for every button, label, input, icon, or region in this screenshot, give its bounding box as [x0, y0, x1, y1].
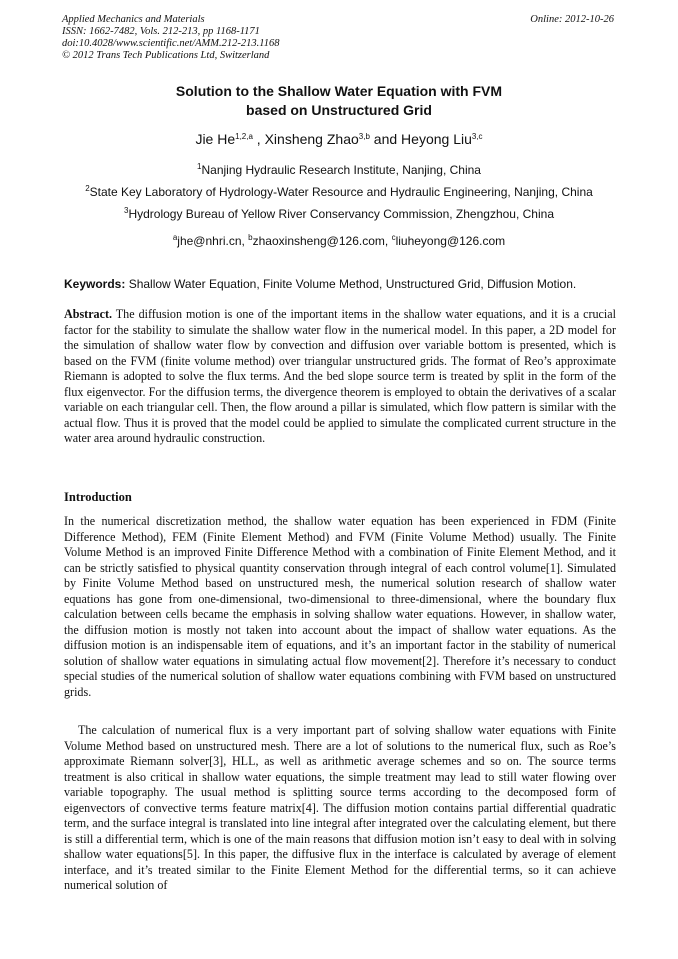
- author-separator: ,: [252, 131, 265, 147]
- affiliation-2: [0, 185, 678, 199]
- author-name: Heyong Liu: [401, 131, 472, 147]
- affiliation-text: Nanjing Hydraulic Research Institute, Nanjing, China: [201, 163, 481, 177]
- author-separator: and: [369, 131, 402, 147]
- author-name: Xinsheng Zhao: [264, 131, 359, 147]
- issn-line: ISSN: 1662-7482, Vols. 212-213, pp 1168-1171: [62, 26, 260, 37]
- email-list: [0, 234, 678, 248]
- affiliation-1: [0, 163, 678, 177]
- affiliation-superscript: 2: [85, 184, 90, 193]
- email-superscript: b: [248, 233, 253, 242]
- abstract-label: Abstract.: [64, 307, 113, 321]
- author-superscript: 1,2,a: [235, 132, 253, 141]
- intro-paragraph-2: The calculation of numerical flux is a very important part of solving shallow water equations with Finite Volume Method based on unstructured mesh. There are a lot of solutions to the numerical flux, such as Roe’s approximate Riemann solver[3], HLL, as well as arithmetic average schemes and so on. The source terms treatment is also critical in shallow water equations, the simple treatment may lead to still water flowing over variable topography. The usual method is splitting source terms according to the decomposed form of eigenvectors of convective terms feature matrix[4]. The diffusion motion contains partial differential quadratic term, and the surface integral is translated into line integral after integrated over the calculating element, but there is still a differential term, which is one of the main reasons that diffusion motion isn’t easy to deal with in solving shallow water equations[5]. In this paper, the diffusive flux in the interface is calculated by average of element interface, and it’s treated similar to the Finite Element Method for the differential terms, so it can achieve numerical solution of: [64, 723, 616, 892]
- journal-name: Applied Mechanics and Materials: [62, 14, 205, 25]
- doi-line: doi:10.4028/www.scientific.net/AMM.212-213.1168: [62, 38, 280, 49]
- author-name: Jie He: [195, 131, 236, 147]
- online-date: Online: 2012-10-26: [530, 14, 614, 25]
- author-superscript: 3,b: [358, 132, 370, 141]
- keywords-label: Keywords:: [64, 277, 126, 291]
- affiliation-text: State Key Laboratory of Hydrology-Water Resource and Hydraulic Engineering, Nanjing, China: [89, 185, 593, 199]
- title-line-2: based on Unstructured Grid: [246, 102, 432, 118]
- email-superscript: a: [172, 233, 178, 242]
- section-heading-introduction: Introduction: [64, 490, 132, 504]
- keywords: [64, 277, 624, 291]
- email-address: liuheyong@126.com: [395, 234, 506, 248]
- affiliation-3: [0, 207, 678, 221]
- paper-title: [0, 82, 678, 120]
- title-line-1: Solution to the Shallow Water Equation with FVM: [175, 83, 503, 99]
- intro-paragraph-1: In the numerical discretization method, the shallow water equation has been experienced in FDM (Finite Difference Method), FEM (Finite Element Method) and FVM (Finite Volume Method) usually. The Finite Volume Method is an improved Finite Difference Method with a combination of Finite Element Method, and it can be strictly satisfied to physical quantity conservation through integral of each control volume[1]. Simulated by Finite Volume Method based on unstructured mesh, the numerical solution research of shallow water equations has gone from one-dimensional, two-dimensional to three-dimensional, where the boundary flux calculation between cells became the emphasis in solving shallow water equations. However, in shallow water, the diffusion motion is mostly not taken into account about the impact of shallow water equations. As the diffusion motion is an indispensable item of equations, and it’s an important factor in the stability of numerical solution of shallow water equations in simulating actual flow movement[2]. Therefore it’s necessary to conduct special studies of the numerical solution of shallow water equations combining with FVM based on unstructured grids.: [64, 514, 616, 699]
- author-superscript: 3,c: [471, 132, 483, 141]
- email-address: jhe@nhri.cn,: [177, 234, 249, 248]
- author-list: [0, 131, 678, 147]
- email-address: zhaoxinsheng@126.com,: [252, 234, 392, 248]
- abstract: [64, 307, 616, 447]
- email-superscript: c: [391, 233, 396, 242]
- keywords-text: Shallow Water Equation, Finite Volume Method, Unstructured Grid, Diffusion Motion.: [125, 277, 577, 291]
- abstract-text: The diffusion motion is one of the important items in the shallow water equations, and it is a crucial factor for the stability to simulate the shallow water flow in the numerical model. In this paper, a 2D model for the simulation of shallow water flow by convection and diffusion over variable bottom is presented, which is based on the FVM (finite volume method) over triangular unstructured grids. The format of Reo’s approximate Riemann is adopted to solve the flux terms. And the bed slope source term is treated by split in the form of the flux eigenvector. For the diffusion terms, the divergence theorem is employed to obtain the derivatives of a scalar variable on each triangular cell. Then, the flow around a pillar is simulated, which flow pattern is similar with the actual flow. Thus it is proved that the model could be applied to simulate the complicated current structure in the water area around hydraulic construction.: [64, 307, 616, 445]
- journal-header: [62, 14, 279, 62]
- affiliation-superscript: 1: [197, 162, 202, 171]
- affiliation-text: Hydrology Bureau of Yellow River Conservancy Commission, Zhengzhou, China: [128, 207, 554, 221]
- affiliation-superscript: 3: [124, 206, 129, 215]
- copyright-line: © 2012 Trans Tech Publications Ltd, Switzerland: [62, 50, 270, 61]
